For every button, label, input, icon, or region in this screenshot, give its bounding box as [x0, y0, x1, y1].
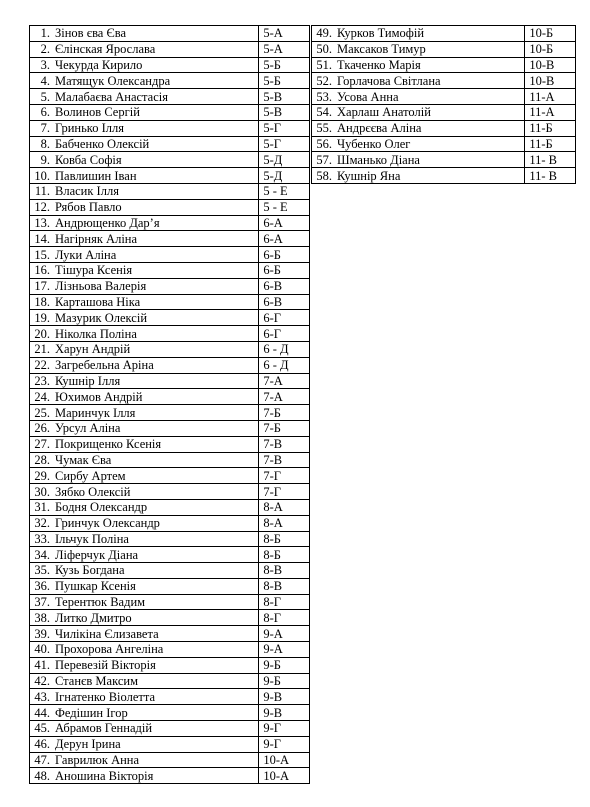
student-name-cell — [30, 168, 259, 184]
student-name-cell — [30, 278, 259, 294]
table-row — [30, 247, 310, 263]
row-number: 43. — [34, 689, 50, 704]
class-cell: 9-Б — [259, 657, 310, 673]
student-name-cell — [30, 136, 259, 152]
row-number: 56. — [316, 136, 332, 151]
class-cell: 5-А — [259, 26, 310, 42]
row-number: 36. — [34, 579, 50, 594]
student-name-cell — [30, 73, 259, 89]
student-name: Дерун Ірина — [55, 737, 121, 752]
student-name-cell — [312, 104, 525, 120]
student-list-right-body — [312, 26, 576, 184]
row-number: 50. — [316, 42, 332, 57]
student-name-cell — [312, 73, 525, 89]
row-number: 31. — [34, 500, 50, 515]
student-name-cell — [30, 673, 259, 689]
row-number: 13. — [34, 215, 50, 230]
table-row — [30, 136, 310, 152]
row-number: 46. — [34, 737, 50, 752]
table-row — [30, 752, 310, 768]
class-cell: 5-Б — [259, 73, 310, 89]
student-name-cell — [30, 610, 259, 626]
student-name: Чубенко Олег — [337, 136, 411, 151]
student-name-cell — [30, 547, 259, 563]
table-row — [30, 436, 310, 452]
class-cell: 9-А — [259, 642, 310, 658]
class-cell: 7-Б — [259, 420, 310, 436]
student-name-cell — [30, 642, 259, 658]
class-cell: 6-Б — [259, 262, 310, 278]
row-number: 6. — [40, 105, 50, 120]
class-cell: 8-Б — [259, 547, 310, 563]
student-name-cell — [30, 436, 259, 452]
table-row — [30, 657, 310, 673]
student-name: Шманько Діана — [337, 152, 420, 167]
row-number: 34. — [34, 547, 50, 562]
student-name: Малабаєва Анастасія — [55, 89, 168, 104]
class-cell: 10-Б — [525, 26, 576, 42]
table-row — [312, 120, 576, 136]
class-cell: 8-Г — [259, 610, 310, 626]
student-name-cell — [30, 736, 259, 752]
student-name: Ільчук Поліна — [55, 531, 129, 546]
student-name-cell — [30, 499, 259, 515]
table-row — [30, 326, 310, 342]
student-name: Ковба Софія — [55, 152, 122, 167]
student-name: Аношина Вікторія — [55, 768, 154, 783]
table-row — [30, 705, 310, 721]
table-row — [312, 57, 576, 73]
class-cell: 8-А — [259, 499, 310, 515]
student-name: Луки Аліна — [55, 247, 117, 262]
row-number: 16. — [34, 263, 50, 278]
table-row — [30, 594, 310, 610]
student-name: Кушнір Яна — [337, 168, 401, 183]
student-list-left-body — [30, 26, 310, 784]
student-name: Андрющенко Дар’я — [55, 215, 160, 230]
row-number: 30. — [34, 484, 50, 499]
row-number: 15. — [34, 247, 50, 262]
class-cell: 11- В — [525, 168, 576, 184]
table-row — [30, 673, 310, 689]
student-name-cell — [30, 389, 259, 405]
student-name: Прохорова Ангеліна — [55, 642, 164, 657]
table-row — [30, 120, 310, 136]
student-name: Покрищенко Ксенія — [55, 437, 162, 452]
class-cell: 6-В — [259, 278, 310, 294]
row-number: 37. — [34, 595, 50, 610]
class-cell: 6-Б — [259, 247, 310, 263]
student-name-cell — [312, 120, 525, 136]
row-number: 10. — [34, 168, 50, 183]
row-number: 3. — [40, 57, 50, 72]
student-name: Федішин Ігор — [55, 705, 128, 720]
student-name-cell — [30, 657, 259, 673]
row-number: 41. — [34, 658, 50, 673]
table-row — [30, 721, 310, 737]
row-number: 19. — [34, 310, 50, 325]
student-name: Рябов Павло — [55, 200, 122, 215]
class-cell: 5-Д — [259, 168, 310, 184]
table-row — [312, 168, 576, 184]
row-number: 38. — [34, 610, 50, 625]
student-name-cell — [30, 231, 259, 247]
student-name: Курков Тимофій — [337, 26, 425, 41]
table-row — [30, 484, 310, 500]
student-name: Павлишин Іван — [55, 168, 137, 183]
class-cell: 7-А — [259, 389, 310, 405]
student-name: Юхимов Андрій — [55, 389, 143, 404]
table-row — [30, 57, 310, 73]
student-name-cell — [30, 89, 259, 105]
row-number: 21. — [34, 342, 50, 357]
student-name-cell — [30, 689, 259, 705]
class-cell: 9-А — [259, 626, 310, 642]
student-name-cell — [30, 247, 259, 263]
student-name-cell — [30, 420, 259, 436]
class-cell: 6-А — [259, 215, 310, 231]
table-row — [30, 373, 310, 389]
student-name: Перевезій Вікторія — [55, 658, 156, 673]
student-name-cell — [30, 768, 259, 784]
table-row — [312, 26, 576, 42]
table-row — [30, 642, 310, 658]
row-number: 14. — [34, 231, 50, 246]
student-name-cell — [30, 705, 259, 721]
table-row — [30, 689, 310, 705]
table-row — [30, 104, 310, 120]
class-cell: 9-Г — [259, 721, 310, 737]
class-cell: 5-Г — [259, 120, 310, 136]
class-cell: 6-А — [259, 231, 310, 247]
student-name-cell — [30, 721, 259, 737]
row-number: 11. — [34, 184, 50, 199]
row-number: 52. — [316, 73, 332, 88]
class-cell: 5 - Е — [259, 199, 310, 215]
row-number: 44. — [34, 705, 50, 720]
row-number: 54. — [316, 105, 332, 120]
table-row — [30, 531, 310, 547]
class-cell: 10-Б — [525, 41, 576, 57]
class-cell: 11-А — [525, 89, 576, 105]
table-row — [30, 262, 310, 278]
class-cell: 9-Г — [259, 736, 310, 752]
student-name: Сирбу Артем — [55, 468, 126, 483]
class-cell: 9-В — [259, 705, 310, 721]
student-name: Харлаш Анатолій — [337, 105, 431, 120]
table-row — [312, 152, 576, 168]
table-row — [312, 136, 576, 152]
student-name-cell — [30, 515, 259, 531]
table-row — [30, 420, 310, 436]
row-number: 55. — [316, 121, 332, 136]
class-cell: 10-А — [259, 752, 310, 768]
student-name: Гринчук Олександр — [55, 516, 160, 531]
table-row — [312, 73, 576, 89]
student-name-cell — [30, 215, 259, 231]
row-number: 12. — [34, 200, 50, 215]
student-name: Карташова Ніка — [55, 294, 141, 309]
row-number: 35. — [34, 563, 50, 578]
class-cell: 5-Б — [259, 57, 310, 73]
student-name-cell — [30, 326, 259, 342]
student-name-cell — [30, 341, 259, 357]
class-cell: 5-Г — [259, 136, 310, 152]
class-cell: 5 - Е — [259, 183, 310, 199]
student-name-cell — [30, 594, 259, 610]
student-name: Тішура Ксенія — [55, 263, 133, 278]
student-name: Станєв Максим — [55, 674, 138, 689]
row-number: 27. — [34, 437, 50, 452]
student-name-cell — [30, 120, 259, 136]
student-name: Гаврилюк Анна — [55, 753, 140, 768]
student-name: Горлачова Світлана — [337, 73, 441, 88]
table-row — [30, 294, 310, 310]
student-name: Усова Анна — [337, 89, 399, 104]
student-name: Власик Ілля — [55, 184, 119, 199]
row-number: 53. — [316, 89, 332, 104]
student-name-cell — [30, 626, 259, 642]
table-row — [30, 168, 310, 184]
student-list-left — [29, 25, 310, 784]
student-list-right — [311, 25, 576, 184]
table-row — [30, 357, 310, 373]
student-name: Чекурда Кирило — [55, 57, 143, 72]
table-row — [312, 41, 576, 57]
student-name-cell — [30, 183, 259, 199]
class-cell: 9-В — [259, 689, 310, 705]
student-name: Терентюк Вадим — [55, 595, 146, 610]
table-row — [30, 452, 310, 468]
table-row — [30, 768, 310, 784]
table-row — [312, 104, 576, 120]
student-name-cell — [30, 752, 259, 768]
student-name: Ніколка Поліна — [55, 326, 137, 341]
table-row — [30, 405, 310, 421]
row-number: 1. — [40, 26, 50, 41]
table-row — [30, 468, 310, 484]
table-row — [30, 215, 310, 231]
student-name-cell — [312, 26, 525, 42]
student-name: Харун Андрій — [55, 342, 131, 357]
class-cell: 8-А — [259, 515, 310, 531]
student-name-cell — [30, 373, 259, 389]
table-row — [30, 183, 310, 199]
table-row — [30, 41, 310, 57]
row-number: 40. — [34, 642, 50, 657]
student-name-cell — [30, 578, 259, 594]
table-row — [30, 231, 310, 247]
student-name: Єлінская Ярослава — [55, 42, 156, 57]
student-name-cell — [30, 357, 259, 373]
student-name: Лізньова Валерія — [55, 279, 147, 294]
student-name: Нагірняк Аліна — [55, 231, 138, 246]
student-name: Андрєєва Аліна — [337, 121, 422, 136]
row-number: 24. — [34, 389, 50, 404]
class-cell: 8-В — [259, 578, 310, 594]
table-row — [30, 547, 310, 563]
table-row — [30, 73, 310, 89]
class-cell: 5-В — [259, 104, 310, 120]
table-row — [30, 499, 310, 515]
class-cell: 5-Д — [259, 152, 310, 168]
table-row — [30, 152, 310, 168]
table-row — [30, 199, 310, 215]
row-number: 33. — [34, 531, 50, 546]
student-name: Ігнатенко Віолетта — [55, 689, 156, 704]
row-number: 57. — [316, 152, 332, 167]
table-row — [30, 578, 310, 594]
student-name-cell — [312, 57, 525, 73]
student-name: Литко Дмитро — [55, 610, 132, 625]
student-name-cell — [30, 294, 259, 310]
student-name: Ткаченко Марія — [337, 57, 421, 72]
student-name-cell — [30, 57, 259, 73]
class-cell: 6-В — [259, 294, 310, 310]
table-row — [30, 341, 310, 357]
student-name-cell — [30, 41, 259, 57]
student-name-cell — [30, 405, 259, 421]
student-name-cell — [30, 310, 259, 326]
student-name-cell — [30, 104, 259, 120]
class-cell: 7-Г — [259, 484, 310, 500]
student-name-cell — [30, 199, 259, 215]
student-name: Матящук Олександра — [55, 73, 171, 88]
student-name-cell — [30, 531, 259, 547]
class-cell: 7-Б — [259, 405, 310, 421]
student-name: Урсул Аліна — [55, 421, 121, 436]
student-name: Загребельна Аріна — [55, 358, 154, 373]
student-name: Маринчук Ілля — [55, 405, 136, 420]
row-number: 5. — [40, 89, 50, 104]
student-name-cell — [312, 89, 525, 105]
class-cell: 11-Б — [525, 136, 576, 152]
class-cell: 5-А — [259, 41, 310, 57]
row-number: 8. — [40, 136, 50, 151]
class-cell: 11-Б — [525, 120, 576, 136]
row-number: 45. — [34, 721, 50, 736]
student-name: Ліферчук Діана — [55, 547, 139, 562]
student-name-cell — [30, 262, 259, 278]
student-name: Чумак Єва — [55, 452, 112, 467]
class-cell: 8-В — [259, 563, 310, 579]
class-cell: 11- В — [525, 152, 576, 168]
class-cell: 8-Г — [259, 594, 310, 610]
student-name: Гринько Ілля — [55, 121, 124, 136]
row-number: 17. — [34, 279, 50, 294]
class-cell: 6 - Д — [259, 341, 310, 357]
student-name: Зінов єва Єва — [55, 26, 127, 41]
row-number: 29. — [34, 468, 50, 483]
row-number: 28. — [34, 452, 50, 467]
row-number: 2. — [40, 42, 50, 57]
class-cell: 11-А — [525, 104, 576, 120]
student-name-cell — [312, 152, 525, 168]
class-cell: 9-Б — [259, 673, 310, 689]
table-row — [30, 26, 310, 42]
row-number: 32. — [34, 516, 50, 531]
student-name: Чилікіна Єлизавета — [55, 626, 159, 641]
row-number: 4. — [40, 73, 50, 88]
table-row — [30, 310, 310, 326]
student-name-cell — [30, 26, 259, 42]
row-number: 49. — [316, 26, 332, 41]
student-name-cell — [30, 484, 259, 500]
class-cell: 7-В — [259, 436, 310, 452]
student-name: Волинов Сергій — [55, 105, 140, 120]
table-row — [30, 610, 310, 626]
class-cell: 10-В — [525, 57, 576, 73]
student-name: Мазурик Олексій — [55, 310, 148, 325]
student-name-cell — [312, 136, 525, 152]
row-number: 42. — [34, 674, 50, 689]
row-number: 20. — [34, 326, 50, 341]
class-cell: 8-Б — [259, 531, 310, 547]
student-name: Кузь Богдана — [55, 563, 125, 578]
student-name: Пушкар Ксенія — [55, 579, 136, 594]
class-cell: 6-Г — [259, 326, 310, 342]
row-number: 25. — [34, 405, 50, 420]
class-cell: 6-Г — [259, 310, 310, 326]
student-name-cell — [30, 468, 259, 484]
table-row — [30, 563, 310, 579]
table-row — [30, 89, 310, 105]
table-row — [30, 736, 310, 752]
table-row — [30, 389, 310, 405]
table-row — [30, 626, 310, 642]
table-row — [30, 278, 310, 294]
row-number: 51. — [316, 57, 332, 72]
class-cell: 7-А — [259, 373, 310, 389]
student-name-cell — [30, 152, 259, 168]
class-cell: 10-А — [259, 768, 310, 784]
class-cell: 5-В — [259, 89, 310, 105]
row-number: 58. — [316, 168, 332, 183]
student-name: Кушнір Ілля — [55, 373, 121, 388]
table-row — [30, 515, 310, 531]
student-name-cell — [312, 168, 525, 184]
student-name: Абрамов Геннадій — [55, 721, 153, 736]
student-name: Максаков Тимур — [337, 42, 426, 57]
class-cell: 6 - Д — [259, 357, 310, 373]
table-row — [312, 89, 576, 105]
class-cell: 7-В — [259, 452, 310, 468]
row-number: 7. — [40, 121, 50, 136]
student-name: Бодня Олександр — [55, 500, 148, 515]
student-name-cell — [312, 41, 525, 57]
student-name: Бабченко Олексій — [55, 136, 150, 151]
row-number: 26. — [34, 421, 50, 436]
student-name-cell — [30, 563, 259, 579]
row-number: 23. — [34, 373, 50, 388]
row-number: 39. — [34, 626, 50, 641]
row-number: 22. — [34, 358, 50, 373]
row-number: 47. — [34, 753, 50, 768]
class-cell: 10-В — [525, 73, 576, 89]
row-number: 18. — [34, 294, 50, 309]
row-number: 48. — [34, 768, 50, 783]
student-name-cell — [30, 452, 259, 468]
row-number: 9. — [40, 152, 50, 167]
class-cell: 7-Г — [259, 468, 310, 484]
student-name: Зябко Олексій — [55, 484, 131, 499]
